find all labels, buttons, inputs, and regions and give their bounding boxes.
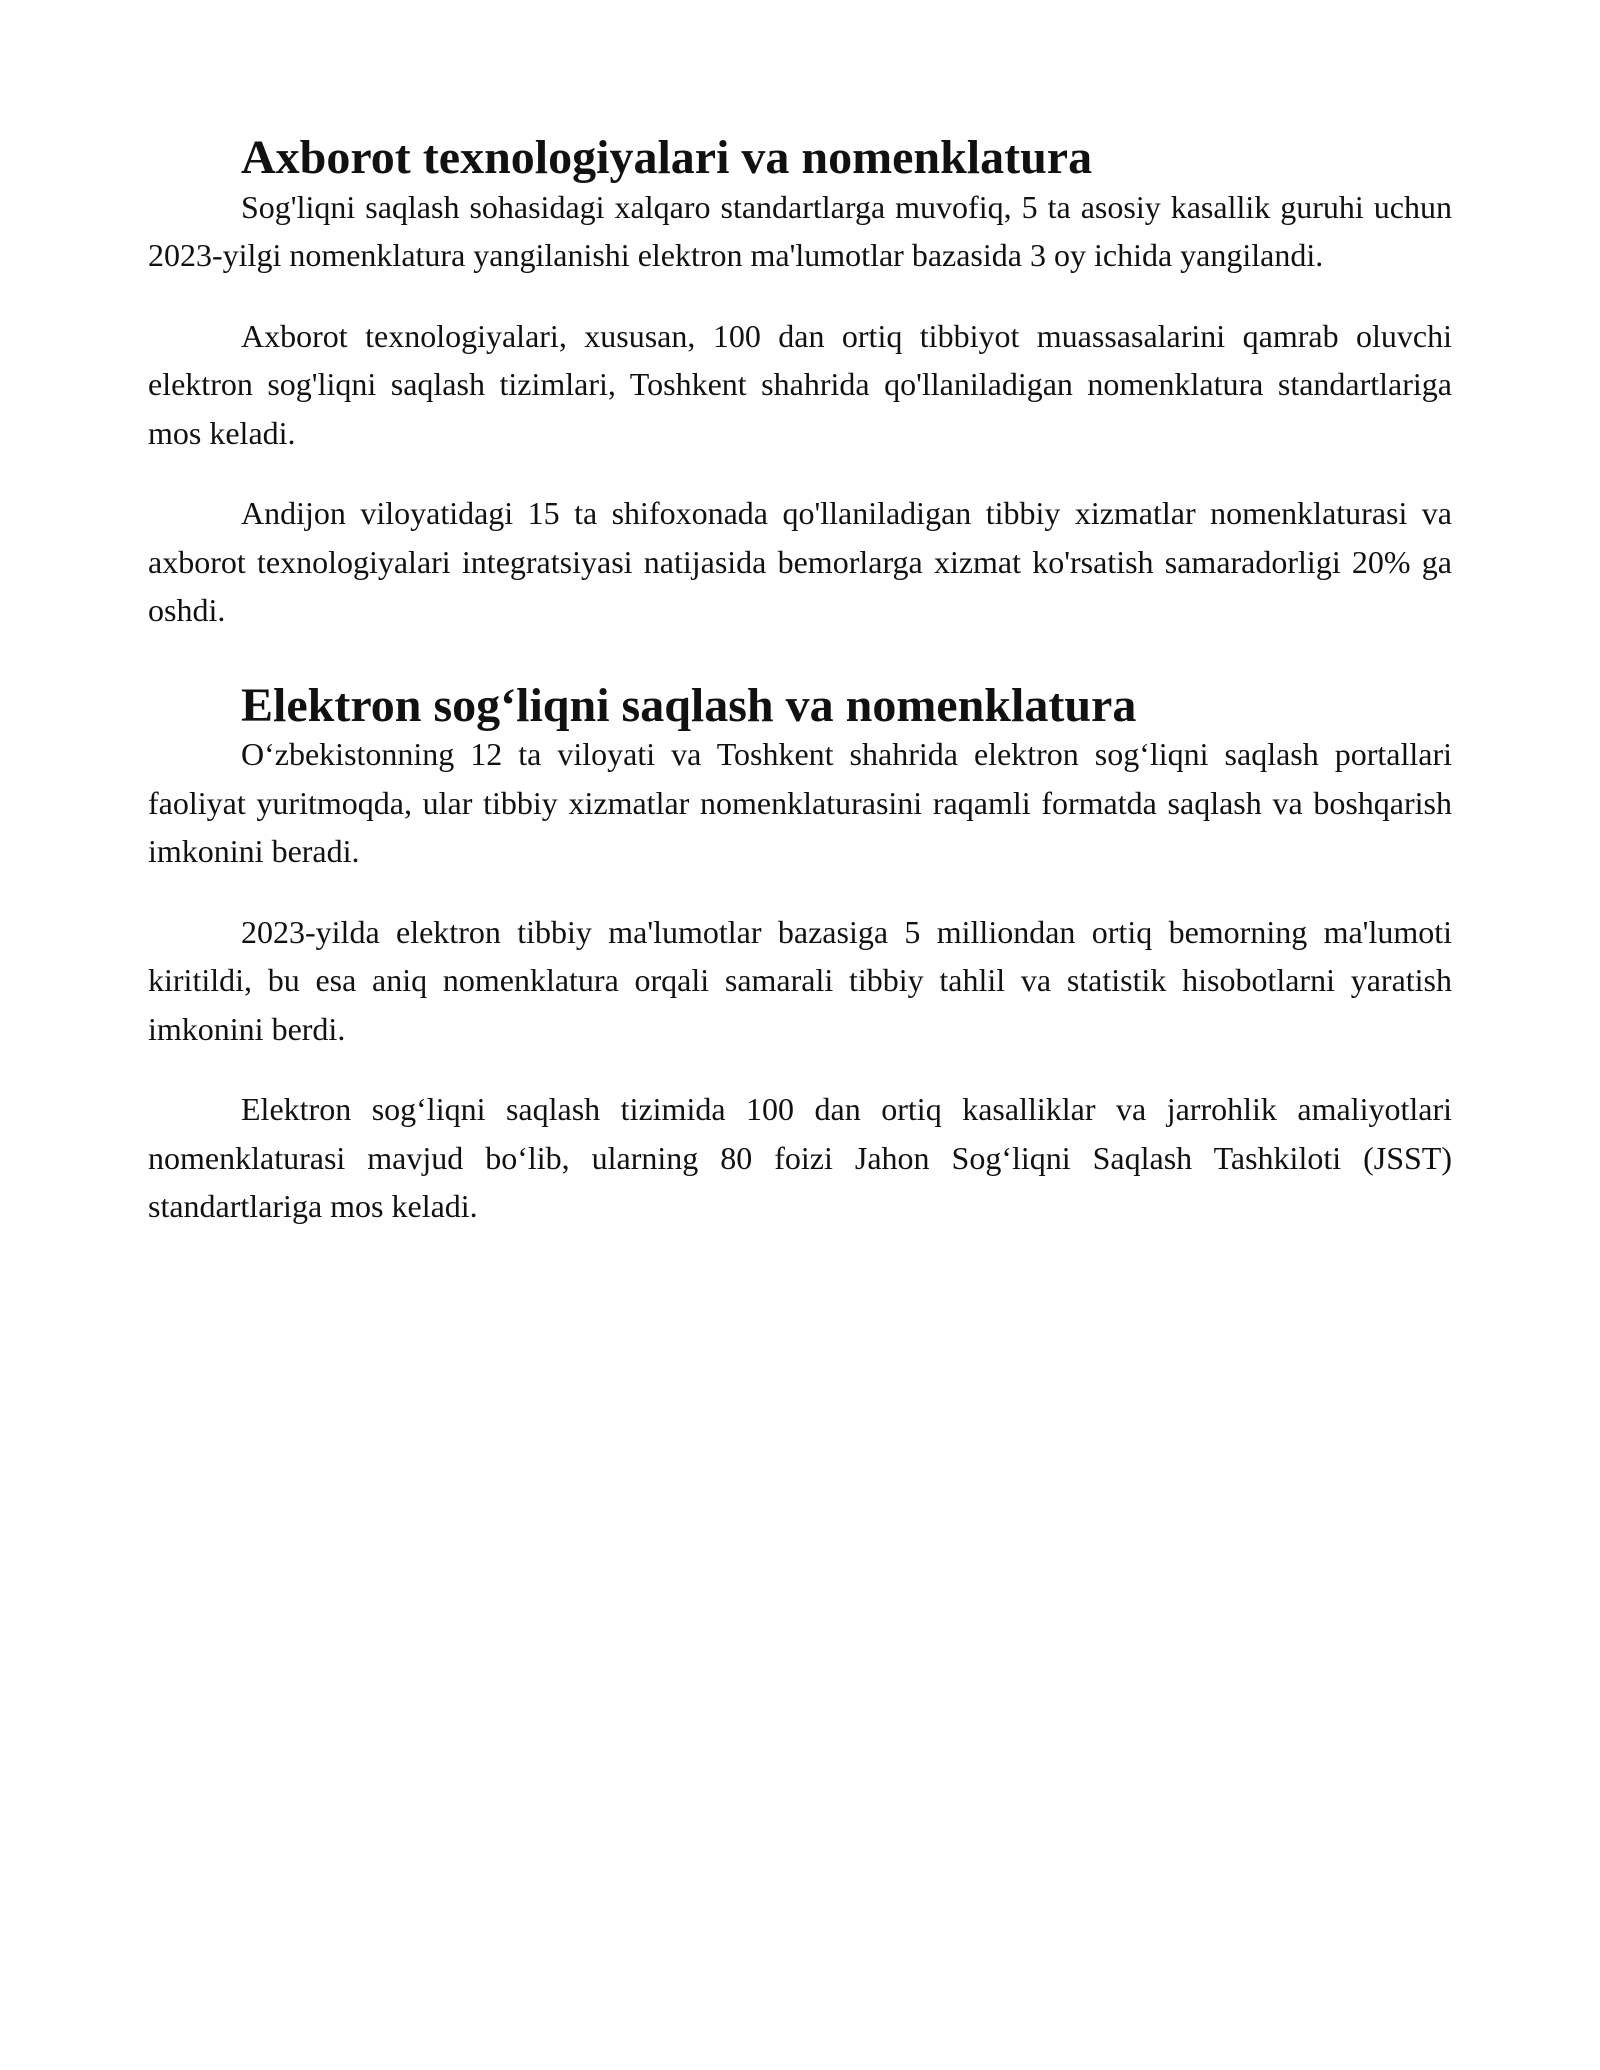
- paragraph: 2023-yilda elektron tibbiy ma'lumotlar bazasiga 5 milliondan ortiq bemorning ma'lumoti kiritildi, bu esa aniq nomenklatura orqali samarali tibbiy tahlil va statistik hisobotlarni yaratish imkonini berdi.: [148, 913, 1452, 1047]
- document-page: [148, 131, 1452, 1231]
- section-heading: Axborot texnologiyalari va nomenklatura: [241, 131, 1093, 184]
- section-ehealth-nomenclature: [148, 678, 1452, 1231]
- section-it-nomenclature: [148, 131, 1452, 635]
- paragraph: Axborot texnologiyalari, xususan, 100 dan ortiq tibbiyot muassasalarini qamrab oluvchi elektron sog'liqni saqlash tizimlari, Toshkent shahrida qo'llaniladigan nomenklatura standartlariga mos keladi.: [148, 317, 1452, 451]
- paragraph: Elektron sog‘liqni saqlash tizimida 100 dan ortiq kasalliklar va jarrohlik amaliyotlari nomenklaturasi mavjud bo‘lib, ularning 80 foizi Jahon Sog‘liqni Saqlash Tashkiloti (JSST) standartlariga mos keladi.: [148, 1091, 1452, 1224]
- section-heading: Elektron sog‘liqni saqlash va nomenklatura: [241, 678, 1137, 732]
- paragraph: Sog'liqni saqlash sohasidagi xalqaro standartlarga muvofiq, 5 ta asosiy kasallik guruhi uchun 2023-yilgi nomenklatura yangilanishi elektron ma'lumotlar bazasida 3 oy ichida yangilandi.: [148, 188, 1452, 273]
- paragraph: O‘zbekistonning 12 ta viloyati va Toshkent shahrida elektron sog‘liqni saqlash portallari faoliyat yuritmoqda, ular tibbiy xizmatlar nomenklaturasini raqamli formatda saqlash va boshqarish imkonini beradi.: [148, 736, 1452, 869]
- paragraph: Andijon viloyatidagi 15 ta shifoxonada qo'llaniladigan tibbiy xizmatlar nomenklaturasi va axborot texnologiyalari integratsiyasi natijasida bemorlarga xizmat ko'rsatish samaradorligi 20% ga oshdi.: [148, 495, 1452, 628]
